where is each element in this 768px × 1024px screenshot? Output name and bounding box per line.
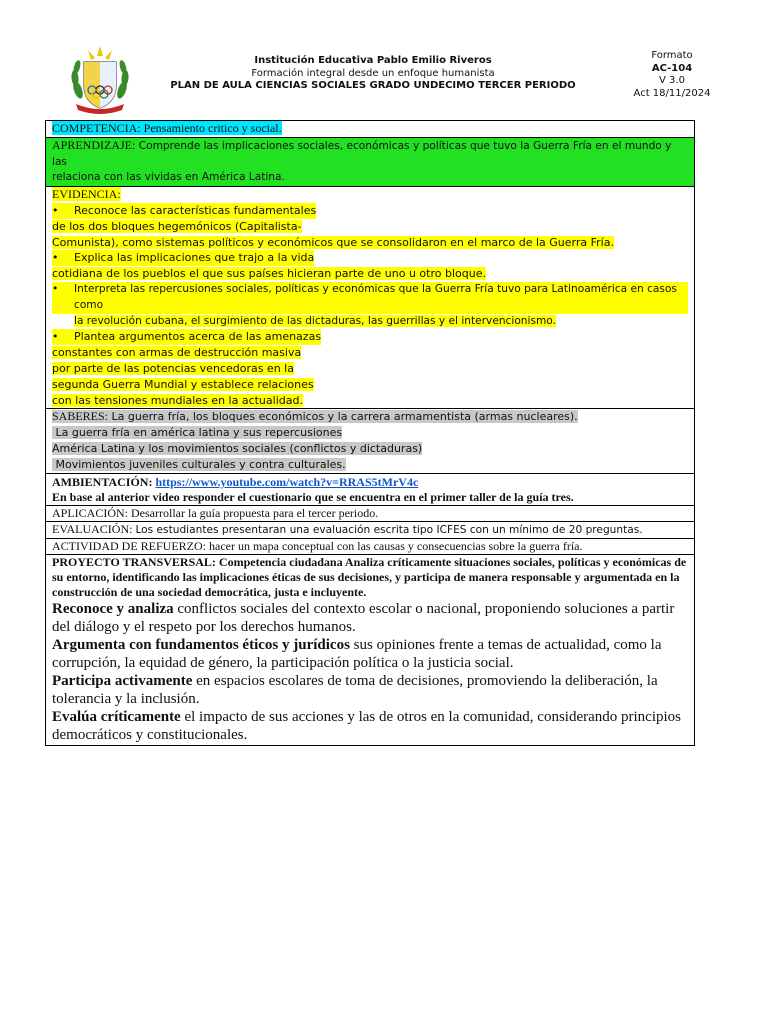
refuerzo-section [46,538,694,554]
evidencia-text: constantes con armas de destrucción masiva [52,346,302,360]
evidencia-text: Comunista), como sistemas políticos y económicos que se consolidaron en el marco de la Guerra Fría. [52,235,614,249]
competencia-text: COMPETENCIA: Pensamiento critico y social. [52,121,282,135]
evidencia-label: EVIDENCIA: [52,187,121,202]
aprendizaje-section [46,137,694,186]
video-link[interactable]: https://www.youtube.com/watch?v=RRAS5tMrV4c [155,474,419,489]
saberes-section [46,408,694,472]
saberes-item: La guerra fría en américa latina y sus repercusiones [52,426,343,440]
evidencia-text: por parte de las potencias vencedoras en la [52,361,294,375]
format-info [626,50,718,100]
evidencia-text: la revolución cubana, el surgimiento de las dictaduras, las guerrillas y el intervencionismo. [74,314,556,327]
saberes-label: SABERES: [52,409,109,424]
format-label: Formato [651,50,693,61]
ambientacion-section [46,473,694,505]
evaluacion-section [46,521,694,538]
evidencia-section [46,186,694,408]
evidencia-text: con las tensiones mundiales en la actualidad. [52,393,303,407]
ambientacion-label: AMBIENTACIÓN: [52,474,153,489]
format-code: AC-104 [651,62,693,74]
saberes-item: Movimientos juveniles culturales y contra culturales. [52,457,346,471]
format-updated-date: Act 18/11/2024 [633,87,711,99]
aprendizaje-label: APRENDIZAJE: [52,137,136,152]
proyecto-item: Evalúa críticamente el impacto de sus acciones y las de otros en la comunidad, considerando principios democráticos y constitucionales. [52,708,681,743]
ambientacion-instruction: En base al anterior video responder el cuestionario que se encuentra en el primer taller de la guía tres. [52,489,574,504]
aplicacion-label: APLICACIÓN: [52,505,129,520]
institution-motto: Formación integral desde un enfoque humanista [251,67,495,79]
saberes-item: América Latina y los movimientos sociales (conflictos y dictaduras) [52,441,423,455]
evidencia-item: • Plantea argumentos acerca de las amenazas [52,330,322,344]
refuerzo-label: ACTIVIDAD DE REFUERZO: [52,538,206,553]
proyecto-section [46,554,694,745]
refuerzo-text: hacer un mapa conceptual con las causas y consecuencias sobre la guerra fría. [209,538,583,553]
evidencia-text: segunda Guerra Mundial y establece relaciones [52,377,314,391]
proyecto-item: Participa activamente en espacios escolares de toma de decisiones, promoviendo la deliberación, la tolerancia y la inclusión. [52,672,658,707]
proyecto-intro: PROYECTO TRANSVERSAL: Competencia ciudadana Analiza críticamente situaciones sociales, políticas y económicas de su entorno, identificando las implicaciones éticas de sus decisiones, y participa de manera responsable y argumentada en la construcción de una sociedad democrática, justa e incluyente. [52,554,687,599]
document-header [150,55,596,93]
plan-table [45,120,695,746]
evidencia-item: • Interpreta las repercusiones sociales, políticas y económicas que la Guerra Fría tuvo para Latinoamérica en casos como [52,282,688,314]
proyecto-item: Reconoce y analiza conflictos sociales del contexto escolar o nacional, proponiendo soluciones a partir del diálogo y el respeto por los derechos humanos. [52,600,675,635]
evidencia-item: • Reconoce las características fundamentales [52,203,317,217]
evidencia-item: • Explica las implicaciones que trajo a la vida [52,251,315,265]
competencia-section [46,121,694,137]
saberes-item: La guerra fría, los bloques económicos y la carrera armamentista (armas nucleares). [111,410,578,424]
format-version: V 3.0 [659,75,685,86]
evidencia-text: cotidiana de los pueblos el que sus países hicieran parte de uno u otro bloque. [52,267,486,281]
aplicacion-section [46,505,694,521]
aprendizaje-line-2: relaciona con las vividas en América Latina. [52,171,285,184]
institution-crest-logo [66,42,134,114]
institution-name: Institución Educativa Pablo Emilio Riveros [254,55,492,66]
aprendizaje-line-1: Comprende las implicaciones sociales, económicas y políticas que tuvo la Guerra Fría en el mundo y las [52,139,672,168]
plan-title: PLAN DE AULA CIENCIAS SOCIALES GRADO UNDECIMO TERCER PERIODO [170,80,576,91]
proyecto-item: Argumenta con fundamentos éticos y jurídicos sus opiniones frente a temas de actualidad, como la corrupción, la equidad de género, la participación política o la justicia social. [52,636,662,671]
aplicacion-text: Desarrollar la guía propuesta para el tercer periodo. [131,505,379,520]
evaluacion-label: EVALUACIÓN: [52,521,133,536]
evaluacion-text: Los estudiantes presentaran una evaluación escrita tipo ICFES con un mínimo de 20 preguntas. [135,523,643,536]
evidencia-text: de los dos bloques hegemónicos (Capitalista- [52,219,302,233]
